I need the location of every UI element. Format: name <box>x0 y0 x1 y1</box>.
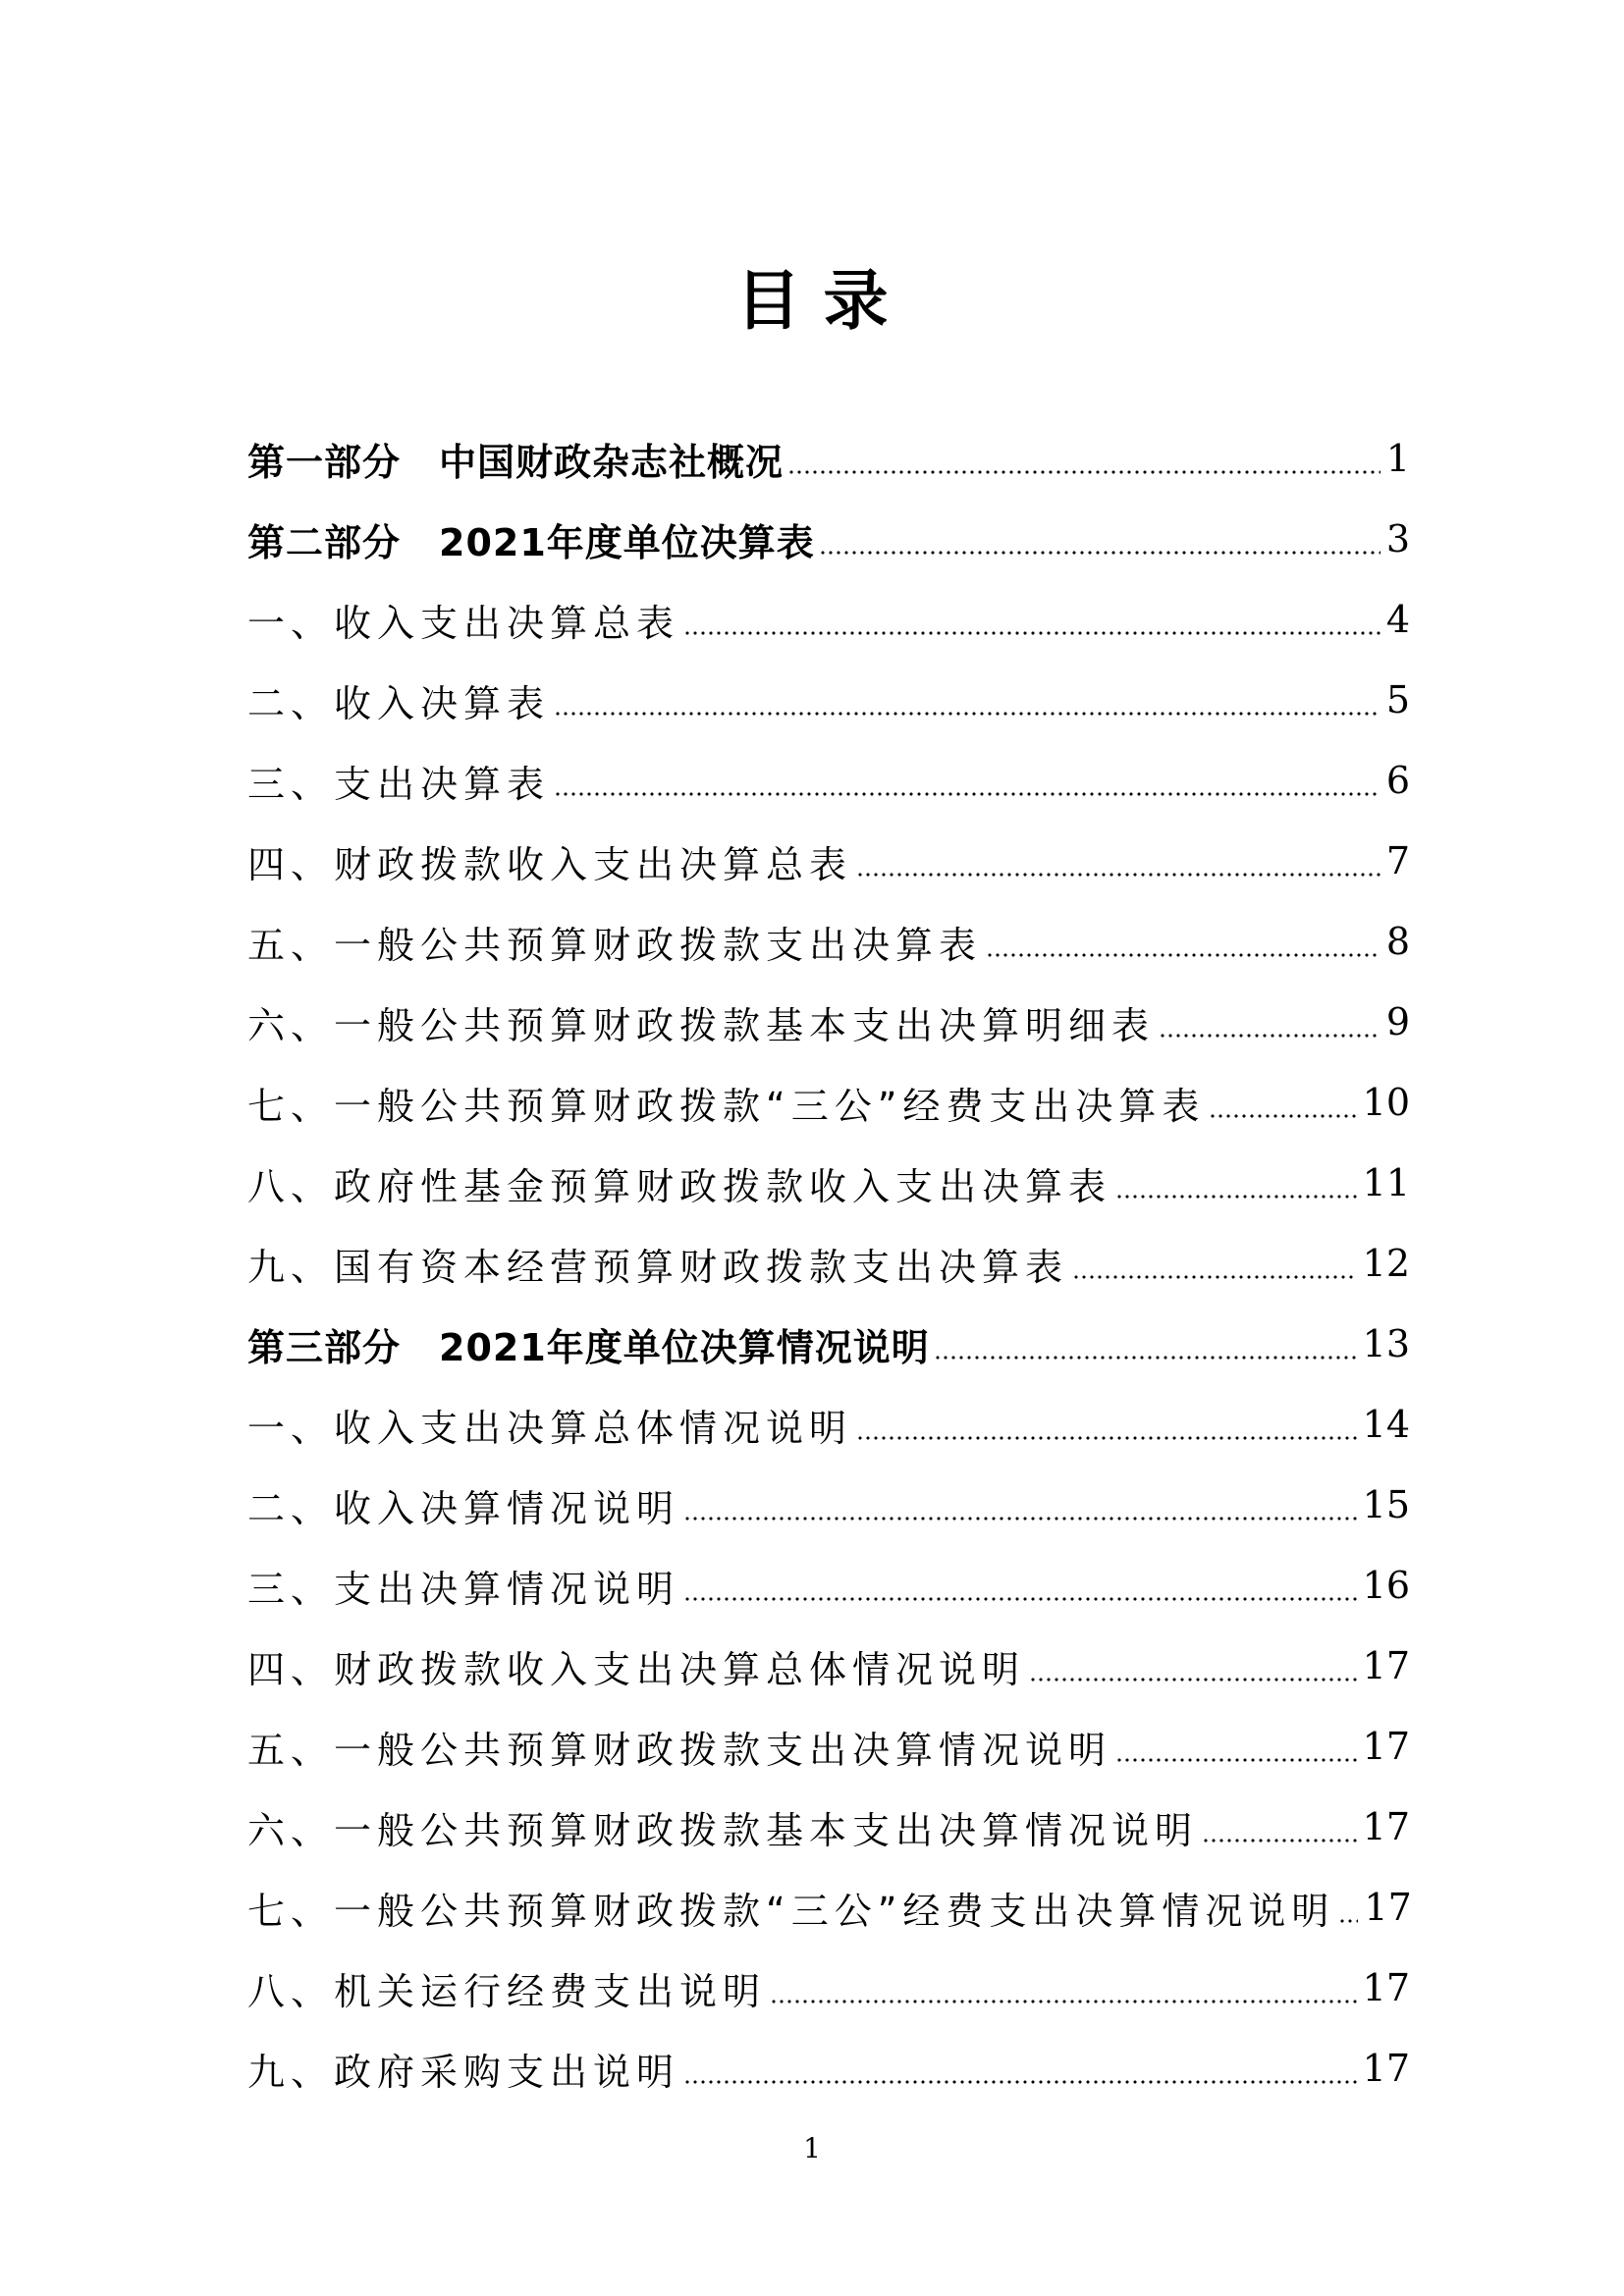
toc-entry-page: 12 <box>1362 1242 1410 1285</box>
dot-leader <box>1202 1836 1357 1845</box>
toc-part-entry[interactable] <box>247 418 1410 499</box>
toc-entry-label: 第三部分 2021年度单位决算情况说明 <box>247 1325 930 1369</box>
toc-entry-page: 11 <box>1362 1161 1410 1204</box>
dot-leader <box>1072 1272 1357 1282</box>
toc-entry-page: 17 <box>1364 1886 1412 1929</box>
toc-entry-label: 八、政府性基金预算财政拨款收入支出决算表 <box>247 1164 1112 1208</box>
toc-entry[interactable] <box>247 740 1410 821</box>
toc-entry[interactable] <box>247 579 1410 660</box>
toc-entry[interactable] <box>247 1706 1410 1787</box>
toc-entry-label: 五、一般公共预算财政拨款支出决算情况说明 <box>247 1728 1112 1772</box>
toc-entry-label: 五、一般公共预算财政拨款支出决算表 <box>247 923 983 967</box>
toc-entry-label: 二、收入决算表 <box>247 681 551 725</box>
dot-leader <box>1115 1755 1357 1765</box>
toc-part-entry[interactable] <box>247 1304 1410 1384</box>
toc-entry-label: 二、收入决算情况说明 <box>247 1486 680 1530</box>
toc-entry-page: 8 <box>1385 920 1410 963</box>
toc-entry-label: 三、支出决算表 <box>247 762 551 806</box>
toc-entry-label: 六、一般公共预算财政拨款基本支出决算情况说明 <box>247 1808 1199 1852</box>
toc-entry-page: 5 <box>1385 678 1410 721</box>
toc-entry[interactable] <box>247 1384 1410 1465</box>
toc-entry-page: 3 <box>1385 517 1410 561</box>
dot-leader <box>683 2077 1357 2087</box>
dot-leader <box>1338 1916 1358 1926</box>
toc-entry-label: 四、财政拨款收入支出决算总体情况说明 <box>247 1647 1026 1691</box>
dot-leader <box>787 467 1380 477</box>
toc-entry[interactable] <box>247 1062 1410 1143</box>
toc-entry-label: 一、收入支出决算总表 <box>247 601 680 645</box>
toc-entry-label: 九、政府采购支出说明 <box>247 2050 680 2094</box>
toc-entry-page: 17 <box>1362 1966 1410 2009</box>
toc-entry-page: 17 <box>1362 1644 1410 1687</box>
dot-leader <box>986 950 1380 960</box>
toc-entry-page: 16 <box>1362 1564 1410 1607</box>
toc-entry-page: 1 <box>1385 437 1410 480</box>
toc-entry[interactable] <box>247 1787 1410 1867</box>
dot-leader <box>683 1594 1357 1604</box>
toc-entry[interactable] <box>247 1465 1410 1545</box>
dot-leader <box>1029 1675 1357 1684</box>
toc-entry-label: 一、收入支出决算总体情况说明 <box>247 1406 853 1450</box>
toc-entry-page: 14 <box>1362 1403 1410 1446</box>
toc-entry-page: 9 <box>1385 1000 1410 1043</box>
dot-leader <box>819 548 1380 558</box>
toc-entry[interactable] <box>247 1223 1410 1304</box>
toc-entry-label: 九、国有资本经营预算财政拨款支出决算表 <box>247 1245 1069 1289</box>
dot-leader <box>1115 1192 1357 1201</box>
toc-entry-label: 第一部分 中国财政杂志社概况 <box>247 440 785 484</box>
toc-entry-label: 四、财政拨款收入支出决算总表 <box>247 842 853 886</box>
toc-entry[interactable] <box>247 1626 1410 1706</box>
toc-entry-page: 6 <box>1385 759 1410 802</box>
dot-leader <box>554 789 1380 799</box>
toc-entry-page: 10 <box>1362 1081 1410 1124</box>
page-title: 目 录 <box>735 263 889 339</box>
dot-leader <box>683 1514 1357 1523</box>
dot-leader <box>554 709 1380 719</box>
dot-leader <box>1209 1111 1356 1121</box>
toc-entry-page: 7 <box>1385 839 1410 882</box>
toc-entry[interactable] <box>247 660 1410 740</box>
toc-entry-page: 17 <box>1362 1805 1410 1848</box>
dot-leader <box>683 628 1380 638</box>
toc-entry-label: 八、机关运行经费支出说明 <box>247 1969 767 2013</box>
table-of-contents <box>247 418 1410 2109</box>
toc-entry[interactable] <box>247 2028 1410 2109</box>
toc-entry[interactable] <box>247 1143 1410 1223</box>
toc-entry-page: 17 <box>1362 1725 1410 1768</box>
dot-leader <box>856 1433 1357 1443</box>
toc-entry[interactable] <box>247 1867 1410 1948</box>
toc-part-entry[interactable] <box>247 499 1410 579</box>
dot-leader <box>934 1353 1357 1362</box>
toc-entry-page: 17 <box>1362 2047 1410 2090</box>
toc-entry-label: 六、一般公共预算财政拨款基本支出决算明细表 <box>247 1003 1156 1047</box>
dot-leader <box>856 870 1380 880</box>
toc-entry-page: 13 <box>1362 1322 1410 1365</box>
toc-entry[interactable] <box>247 1545 1410 1626</box>
page-number: 1 <box>803 2132 821 2164</box>
toc-entry[interactable] <box>247 901 1410 982</box>
toc-entry-label: 三、支出决算情况说明 <box>247 1567 680 1611</box>
toc-entry[interactable] <box>247 821 1410 901</box>
dot-leader <box>770 1997 1357 2006</box>
toc-entry-page: 4 <box>1385 598 1410 641</box>
dot-leader <box>1159 1031 1380 1041</box>
toc-entry-label: 七、一般公共预算财政拨款“三公”经费支出决算表 <box>247 1084 1206 1128</box>
toc-entry-page: 15 <box>1362 1483 1410 1526</box>
toc-entry[interactable] <box>247 982 1410 1062</box>
toc-entry[interactable] <box>247 1948 1410 2028</box>
toc-entry-label: 七、一般公共预算财政拨款“三公”经费支出决算情况说明 <box>247 1889 1335 1933</box>
toc-entry-label: 第二部分 2021年度单位决算表 <box>247 520 815 564</box>
